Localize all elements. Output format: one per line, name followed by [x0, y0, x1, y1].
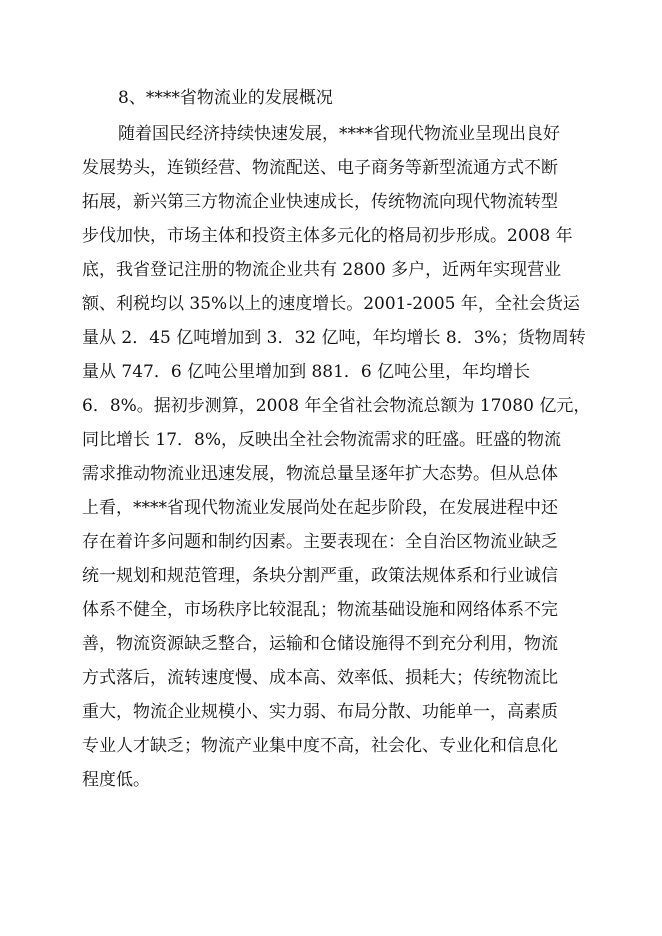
- paragraph-line-1: 随着国民经济持续快速发展，****省现代物流业呈现出良好: [118, 124, 560, 144]
- paragraph-line-18: 重大，物流企业规模小、实力弱、布局分散、功能单一，高素质: [82, 702, 558, 722]
- paragraph-line-3: 拓展，新兴第三方物流企业快速成长，传统物流向现代物流转型: [82, 192, 558, 212]
- paragraph-line-20: 程度低。: [82, 770, 150, 790]
- paragraph-line-6: 额、利税均以 35%以上的速度增长。2001-2005 年，全社会货运: [82, 294, 580, 314]
- paragraph-line-13: 存在着许多问题和制约因素。主要表现在：全自治区物流业缺乏: [82, 532, 558, 552]
- paragraph-line-7: 量从 2．45 亿吨增加到 3．32 亿吨，年均增长 8．3%；货物周转: [82, 328, 586, 348]
- paragraph-line-11: 需求推动物流业迅速发展，物流总量呈逐年扩大态势。但从总体: [82, 464, 558, 484]
- paragraph-line-17: 方式落后，流转速度慢、成本高、效率低、损耗大；传统物流比: [82, 668, 558, 688]
- paragraph-line-10: 同比增长 17．8%，反映出全社会物流需求的旺盛。旺盛的物流: [82, 430, 562, 450]
- section-heading: 8、****省物流业的发展概况: [118, 88, 333, 108]
- paragraph-line-4: 步伐加快，市场主体和投资主体多元化的格局初步形成。2008 年: [82, 226, 573, 246]
- paragraph-line-2: 发展势头，连锁经营、物流配送、电子商务等新型流通方式不断: [82, 158, 558, 178]
- paragraph-line-8: 量从 747．6 亿吨公里增加到 881．6 亿吨公里，年均增长: [82, 362, 531, 382]
- paragraph-line-9: 6．8%。据初步测算，2008 年全省社会物流总额为 17080 亿元，: [82, 396, 591, 416]
- paragraph-line-12: 上看，****省现代物流业发展尚处在起步阶段，在发展进程中还: [82, 498, 558, 518]
- paragraph-line-16: 善，物流资源缺乏整合，运输和仓储设施得不到充分利用，物流: [82, 634, 558, 654]
- paragraph-line-19: 专业人才缺乏；物流产业集中度不高，社会化、专业化和信息化: [82, 736, 558, 756]
- paragraph-line-15: 体系不健全，市场秩序比较混乱；物流基础设施和网络体系不完: [82, 600, 558, 620]
- paragraph-line-5: 底，我省登记注册的物流企业共有 2800 多户，近两年实现营业: [82, 260, 562, 280]
- paragraph-line-14: 统一规划和规范管理，条块分割严重，政策法规体系和行业诚信: [82, 566, 558, 586]
